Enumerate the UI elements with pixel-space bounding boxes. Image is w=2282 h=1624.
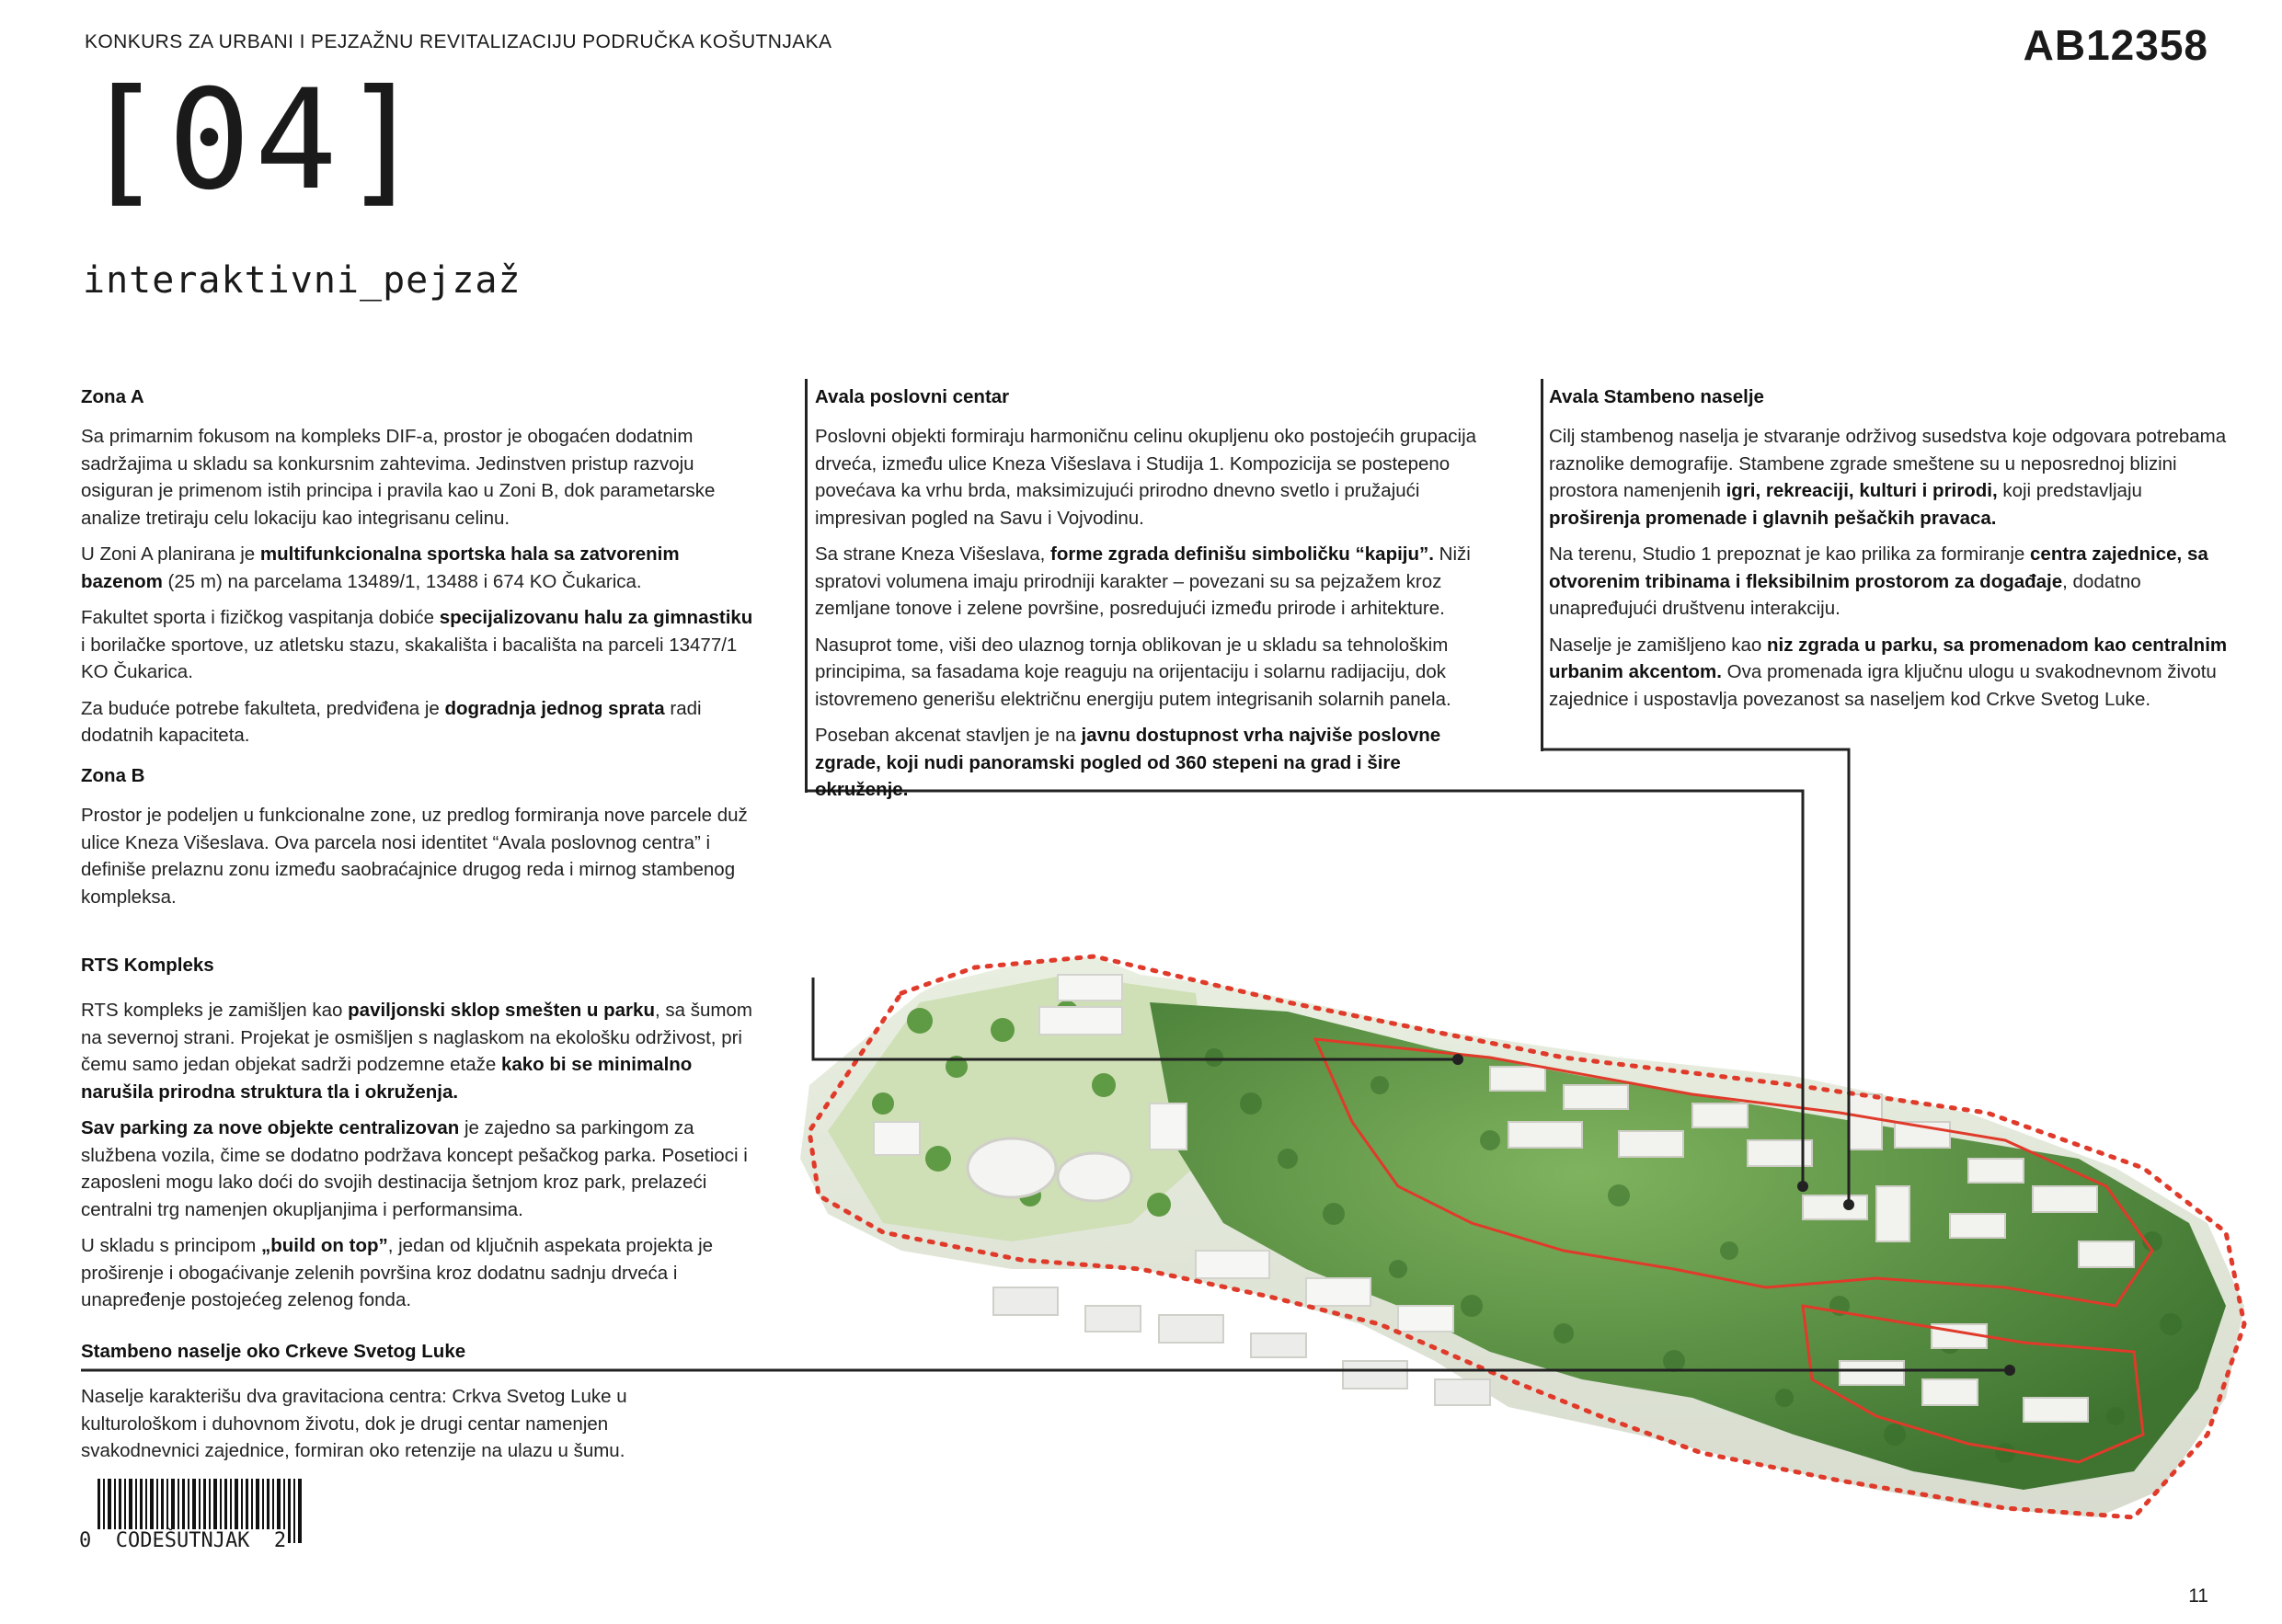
avala-poslovni-paragraph: Nasuprot tome, viši deo ulaznog tornja oblikovan je u skladu sa tehnološkim principima, sa fasadama koje reaguju na orijentaciju i solarnu radijaciju, dok istovremeno generišu električnu energiju putem integrisanih solarnih panela. bbox=[815, 634, 1451, 710]
zona-a-paragraph: Fakultet sporta i fizičkog vaspitanja dobiće specijalizovanu halu za gimnastiku i borilačke sportove, uz atletsku stazu, skakališta i bacališta na parceli 13477/1 KO Čukarica. bbox=[81, 607, 753, 682]
avala-poslovni-paragraph: Sa strane Kneza Višeslava, forme zgrada definišu simboličku “kapiju”. Niži spratovi volumena imaju prirodniji karakter – povezani su sa pejzažem kroz zemljane tonove i zelene površine, posredujući između prirode i arhitekture. bbox=[815, 543, 1471, 619]
avala-poslovni-paragraph: Poslovni objekti formiraju harmoničnu celinu okupljenu oko postojećih grupacija drveća, između ulice Kneza Višeslava i Studija 1. Kompozicija se postepeno povećava ka vrhu brda, maksimizujući prirodno dnevno svetlo i pružajući impresivan pogled na Savu i Vojvodinu. bbox=[815, 426, 1477, 529]
avala-stambeno-heading: Avala Stambeno naselje bbox=[1549, 386, 1764, 407]
section-number: [04] bbox=[81, 61, 429, 221]
zona-b-paragraph: Prostor je podeljen u funkcionalne zone, uz predlog formiranja nove parcele duž ulice Kneza Višeslava. Ova parcela nosi identitet “Avala poslovnog centra” i definiše prelaznu zonu između saobraćajnice drugog reda i mirnog stambenog kompleksa. bbox=[81, 805, 748, 908]
stambeno-luka-block bbox=[81, 1339, 651, 1474]
zona-a-paragraph: Za buduće potrebe fakulteta, predviđena je dogradnja jednog sprata radi dodatnih kapaciteta. bbox=[81, 697, 702, 746]
rts-block bbox=[81, 953, 762, 1323]
page-number: 11 bbox=[2188, 1585, 2208, 1607]
barcode-text: 0 CODEŠUTNJAK 2 bbox=[79, 1529, 287, 1552]
zona-b-block bbox=[81, 763, 762, 920]
zona-a-paragraph: Sa primarnim fokusom na kompleks DIF-a, prostor je obogaćen dodatnim sadržajima u skladu sa konkursnim zahtevima. Jedinstven pristup razvoju osiguran je primenom istih principa i pravila kao u Zoni B, dok parametarske analize tretiraju celu lokaciju kao integrisanu celinu. bbox=[81, 426, 716, 529]
rts-heading: RTS Kompleks bbox=[81, 955, 214, 976]
stambeno-luka-paragraph: Naselje karakterišu dva gravitaciona centra: Crkva Svetog Luke u kulturološkom i duhovnom životu, dok je drugi centar namenjen svakodnevnici zajednice, formiran oko retenzije na ulazu u šumu. bbox=[81, 1386, 627, 1461]
stambeno-luka-heading: Stambeno naselje oko Crkeve Svetog Luke bbox=[81, 1341, 466, 1362]
rts-paragraph: U skladu s principom „build on top”, jedan od ključnih aspekata projekta je proširenje i obogaćivanje zelenih površina kroz dodatnu sadnju drveća i unapređenje postojećeg zelenog fonda. bbox=[81, 1235, 714, 1310]
column-rule bbox=[1541, 379, 1543, 751]
entry-code: AB12358 bbox=[2023, 21, 2208, 69]
avala-poslovni-paragraph: Poseban akcenat stavljen je na javnu dostupnost vrha najviše poslovne zgrade, koji nudi panoramski pogled od 360 stepeni na grad i šire okruženje. bbox=[815, 725, 1441, 800]
zona-a-block bbox=[81, 384, 762, 759]
avala-poslovni-block bbox=[815, 384, 1496, 813]
avala-poslovni-heading: Avala poslovni centar bbox=[815, 386, 1010, 407]
avala-stambeno-block bbox=[1549, 384, 2230, 722]
column-rule bbox=[805, 379, 808, 793]
zona-a-heading: Zona A bbox=[81, 386, 144, 407]
rts-paragraph: RTS kompleks je zamišljen kao paviljonski sklop smešten u parku, sa šumom na severnoj strani. Projekat je osmišljen s naglaskom na ekološku održivost, pri čemu samo jedan objekat sadrži podzemne etaže kako bi se minimalno narušila prirodna struktura tla i okruženja. bbox=[81, 1000, 752, 1103]
zona-a-paragraph: U Zoni A planirana je multifunkcionalna sportska hala sa zatvorenim bazenom (25 m) na parcelama 13489/1, 13488 i 674 KO Čukarica. bbox=[81, 543, 680, 592]
competition-title: KONKURS ZA URBANI I PEJZAŽNU REVITALIZACIJU PODRUČKA KOŠUTNJAKA bbox=[85, 31, 832, 52]
section-name: interaktivni_pejzaž bbox=[83, 259, 522, 302]
avala-stambeno-paragraph: Na terenu, Studio 1 prepoznat je kao prilika za formiranje centra zajednice, sa otvorenim tribinama i fleksibilnim prostorom za događaje, dodatno unapređujući društvenu interakciju. bbox=[1549, 543, 2208, 619]
avala-stambeno-paragraph: Cilj stambenog naselja je stvaranje održivog susedstva koje odgovara potrebama raznolike demografije. Stambene zgrade smeštene su u neposrednoj blizini prostora namenjenih igri, rekreaciji, kulturi i prirodi, koji predstavljaju proširenja promenade i glavnih pešačkih pravaca. bbox=[1549, 426, 2227, 529]
zona-b-heading: Zona B bbox=[81, 765, 145, 786]
avala-stambeno-paragraph: Naselje je zamišljeno kao niz zgrada u parku, sa promenadom kao centralnim urbanim akcentom. Ova promenada igra ključnu ulogu u svakodnevnom životu zajednice i uspostavlja povezanost sa naseljem kod Crkve Svetog Luke. bbox=[1549, 634, 2228, 710]
rts-paragraph: Sav parking za nove objekte centralizovan je zajedno sa parkingom za službena vozila, čime se dodatno podržava koncept pešačkog parka. Posetioci i zaposleni mogu lako doći do svojih destinacija šetnjom kroz park, prelazeći centralni trg namenjen okupljanjima i performansima. bbox=[81, 1117, 748, 1220]
